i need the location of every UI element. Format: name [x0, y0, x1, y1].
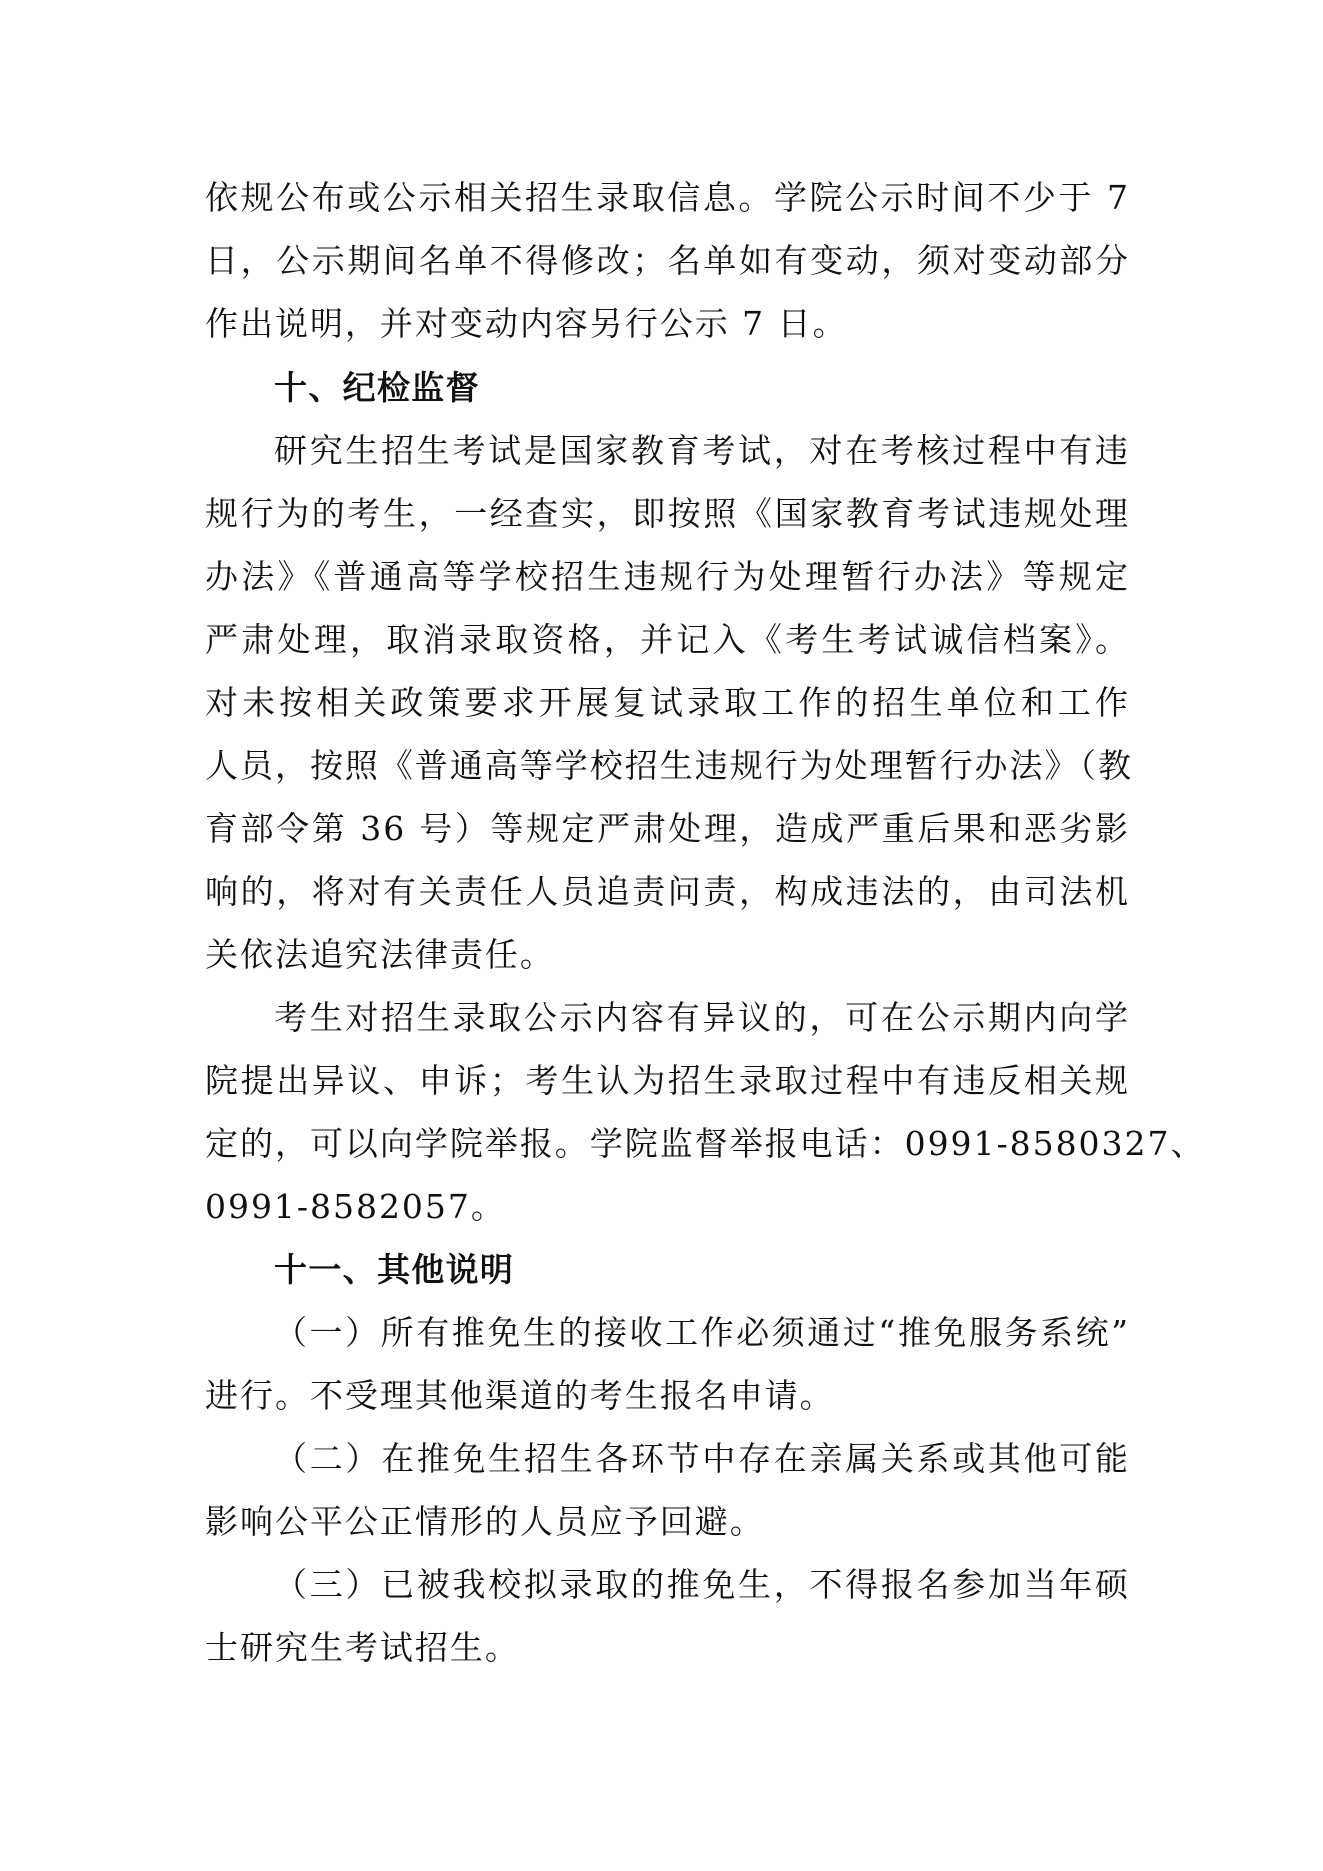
paragraph-line: 士研究生考试招生。	[205, 1628, 520, 1667]
paragraph-line: 院提出异议、申诉；考生认为招生录取过程中有违反相关规	[205, 1061, 1130, 1100]
paragraph-line: （一）所有推免生的接收工作必须通过“推免服务系统”	[274, 1313, 1130, 1352]
paragraph-line: 人员，按照《普通高等学校招生违规行为处理暂行办法》（教	[205, 746, 1133, 785]
paragraph-line: 作出说明，并对变动内容另行公示 7 日。	[205, 304, 848, 343]
paragraph-line: 日，公示期间名单不得修改；名单如有变动，须对变动部分	[205, 241, 1130, 280]
paragraph-line: （三）已被我校拟录取的推免生，不得报名参加当年硕	[274, 1565, 1130, 1604]
paragraph-line: 0991-8582057。	[205, 1187, 506, 1226]
paragraph-line: 进行。不受理其他渠道的考生报名申请。	[205, 1376, 835, 1415]
paragraph-line: 考生对招生录取公示内容有异议的，可在公示期内向学	[274, 998, 1130, 1037]
section-heading: 十一、其他说明	[274, 1250, 515, 1289]
paragraph-line: （二）在推免生招生各环节中存在亲属关系或其他可能	[274, 1439, 1130, 1478]
paragraph-line: 响的，将对有关责任人员追责问责，构成违法的，由司法机	[205, 872, 1130, 911]
paragraph-line: 办法》《普通高等学校招生违规行为处理暂行办法》等规定	[205, 557, 1130, 596]
paragraph-line: 关依法追究法律责任。	[205, 935, 555, 974]
paragraph-line: 严肃处理，取消录取资格，并记入《考生考试诚信档案》。	[205, 620, 1130, 659]
paragraph-line: 依规公布或公示相关招生录取信息。学院公示时间不少于 7	[205, 178, 1130, 217]
paragraph-line: 影响公平公正情形的人员应予回避。	[205, 1502, 765, 1541]
paragraph-line: 定的，可以向学院举报。学院监督举报电话：0991-8580327、	[205, 1124, 1206, 1163]
paragraph-line: 对未按相关政策要求开展复试录取工作的招生单位和工作	[205, 683, 1130, 722]
paragraph-line: 规行为的考生，一经查实，即按照《国家教育考试违规处理	[205, 494, 1130, 533]
section-heading: 十、纪检监督	[274, 368, 480, 407]
paragraph-line: 育部令第 36 号）等规定严肃处理，造成严重后果和恶劣影	[205, 809, 1130, 848]
paragraph-line: 研究生招生考试是国家教育考试，对在考核过程中有违	[274, 431, 1130, 470]
